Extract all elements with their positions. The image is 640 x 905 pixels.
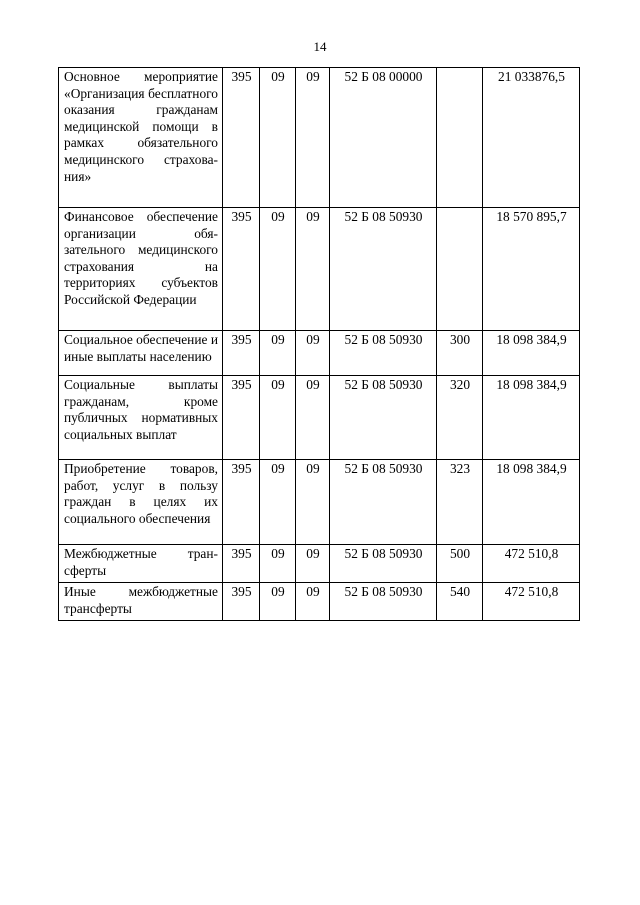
expense-type-cell: 500 xyxy=(437,545,483,583)
table-row xyxy=(59,208,580,331)
expense-type-cell: 320 xyxy=(437,376,483,460)
subsection-code-cell: 09 xyxy=(296,460,330,545)
admin-code-cell: 395 xyxy=(223,460,260,545)
section-code-cell: 09 xyxy=(260,545,296,583)
section-code-cell: 09 xyxy=(260,68,296,208)
expense-type-cell: 323 xyxy=(437,460,483,545)
target-article-cell: 52 Б 08 00000 xyxy=(330,68,437,208)
expense-type-cell: 540 xyxy=(437,583,483,621)
subsection-code-cell: 09 xyxy=(296,68,330,208)
expense-name-cell: Иные межбюджетные трансферты xyxy=(59,583,223,621)
target-article-cell: 52 Б 08 50930 xyxy=(330,583,437,621)
admin-code-cell: 395 xyxy=(223,545,260,583)
table-row xyxy=(59,545,580,583)
admin-code-cell: 395 xyxy=(223,331,260,376)
budget-table xyxy=(58,67,580,621)
section-code-cell: 09 xyxy=(260,460,296,545)
admin-code-cell: 395 xyxy=(223,583,260,621)
expense-name-cell: Социальные выплаты гражданам, кроме публичных нормативных социальных выплат xyxy=(59,376,223,460)
section-code-cell: 09 xyxy=(260,583,296,621)
table-row xyxy=(59,583,580,621)
table-row xyxy=(59,331,580,376)
expense-name-cell: Финансовое обеспечение организации обязательного медицинского страхования на территориях субъектов Российской Федерации xyxy=(59,208,223,331)
target-article-cell: 52 Б 08 50930 xyxy=(330,208,437,331)
target-article-cell: 52 Б 08 50930 xyxy=(330,545,437,583)
admin-code-cell: 395 xyxy=(223,376,260,460)
admin-code-cell: 395 xyxy=(223,208,260,331)
subsection-code-cell: 09 xyxy=(296,583,330,621)
expense-name-cell: Приобретение товаров, работ, услуг в пользу граждан в целях их социального обеспечения xyxy=(59,460,223,545)
amount-cell: 18 098 384,9 xyxy=(483,460,580,545)
expense-name-cell: Основное мероприятие «Организация бесплатного оказания гражданам медицинской помощи в рамках обязательного медицинского страхования» xyxy=(59,68,223,208)
amount-cell: 18 098 384,9 xyxy=(483,376,580,460)
subsection-code-cell: 09 xyxy=(296,545,330,583)
amount-cell: 472 510,8 xyxy=(483,545,580,583)
expense-name-cell: Межбюджетные трансферты xyxy=(59,545,223,583)
table-row xyxy=(59,68,580,208)
table-row xyxy=(59,376,580,460)
subsection-code-cell: 09 xyxy=(296,208,330,331)
section-code-cell: 09 xyxy=(260,208,296,331)
expense-type-cell xyxy=(437,208,483,331)
subsection-code-cell: 09 xyxy=(296,331,330,376)
page-number: 14 xyxy=(313,39,327,54)
section-code-cell: 09 xyxy=(260,331,296,376)
target-article-cell: 52 Б 08 50930 xyxy=(330,331,437,376)
amount-cell: 472 510,8 xyxy=(483,583,580,621)
table-row xyxy=(59,460,580,545)
admin-code-cell: 395 xyxy=(223,68,260,208)
expense-type-cell: 300 xyxy=(437,331,483,376)
section-code-cell: 09 xyxy=(260,376,296,460)
target-article-cell: 52 Б 08 50930 xyxy=(330,376,437,460)
expense-name-cell: Социальное обеспечение и иные выплаты населению xyxy=(59,331,223,376)
amount-cell: 18 098 384,9 xyxy=(483,331,580,376)
amount-cell: 21 033876,5 xyxy=(483,68,580,208)
expense-type-cell xyxy=(437,68,483,208)
subsection-code-cell: 09 xyxy=(296,376,330,460)
amount-cell: 18 570 895,7 xyxy=(483,208,580,331)
target-article-cell: 52 Б 08 50930 xyxy=(330,460,437,545)
